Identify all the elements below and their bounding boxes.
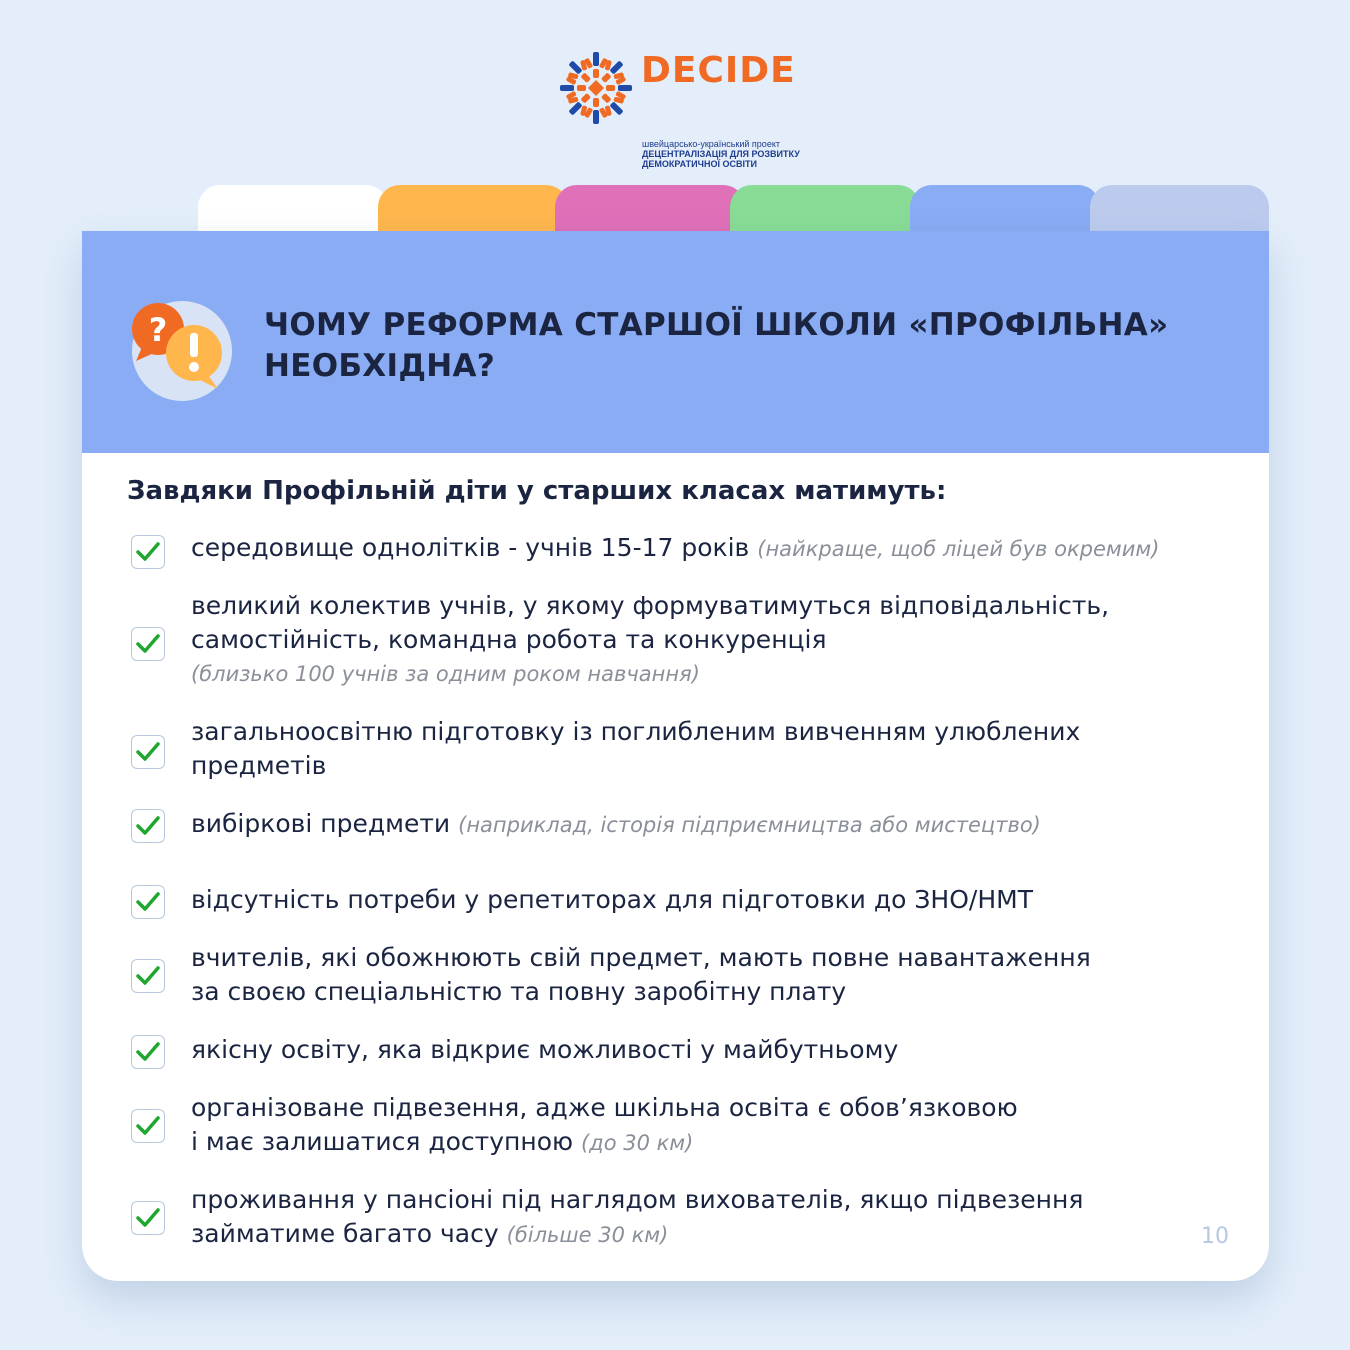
- item-text: вибіркові предмети: [191, 809, 451, 838]
- item-text: великий колектив учнів, у якому формуватимуться відповідальність,: [191, 591, 1110, 620]
- logo-brand: DECIDE: [641, 50, 796, 91]
- item-note: (близько 100 учнів за одним роком навчання): [191, 662, 700, 686]
- item-text: займатиме багато часу: [191, 1219, 499, 1248]
- item-note: (найкраще, щоб ліцей був окремим): [757, 537, 1160, 561]
- checkmark-icon: [131, 535, 165, 569]
- title-line-2: НЕОБХІДНА?: [264, 348, 496, 384]
- snowflake-logo-icon: [556, 48, 636, 128]
- list-subtitle: Завдяки Профільній діти у старших класах матимуть:: [127, 476, 947, 506]
- item-note: (більше 30 км): [506, 1223, 669, 1247]
- decide-logo: [556, 48, 806, 169]
- content-card: [82, 231, 1269, 1281]
- checkmark-icon: [131, 1201, 165, 1235]
- item-text: організоване підвезення, адже шкільна освіта є обов’язковою: [191, 1093, 1018, 1122]
- checkmark-icon: [131, 1109, 165, 1143]
- checkmark-icon: [131, 1035, 165, 1069]
- svg-text:?: ?: [148, 311, 168, 349]
- item-text: якісну освіту, яка відкриє можливості у майбутньому: [191, 1035, 899, 1064]
- item-text: загальноосвітню підготовку із поглибленим вивченням улюблених: [191, 717, 1081, 746]
- checkmark-icon: [131, 809, 165, 843]
- logo-tagline: швейцарсько-український проект: [642, 139, 780, 149]
- logo-line2: ДЕМОКРАТИЧНОЇ ОСВІТИ: [642, 159, 757, 169]
- logo-text: [642, 139, 800, 169]
- item-text: проживання у пансіоні під наглядом вихователів, якщо підвезення: [191, 1185, 1084, 1214]
- item-text: самостійність, командна робота та конкуренція: [191, 625, 827, 654]
- checkmark-icon: [131, 627, 165, 661]
- item-text: середовище однолітків - учнів 15-17 років: [191, 533, 750, 562]
- item-text: предметів: [191, 751, 327, 780]
- item-text: відсутність потреби у репетиторах для підготовки до ЗНО/НМТ: [191, 885, 1033, 914]
- item-text: за своєю спеціальністю та повну заробітну плату: [191, 977, 847, 1006]
- item-text: вчителів, які обожнюють свій предмет, мають повне навантаження: [191, 943, 1091, 972]
- benefits-list: [82, 231, 1269, 1281]
- item-note: (до 30 км): [580, 1131, 694, 1155]
- checkmark-icon: [131, 885, 165, 919]
- logo-line1: ДЕЦЕНТРАЛІЗАЦІЯ ДЛЯ РОЗВИТКУ: [642, 149, 800, 159]
- checkmark-icon: [131, 959, 165, 993]
- checkmark-icon: [131, 735, 165, 769]
- page-number: 10: [1201, 1224, 1229, 1249]
- item-text: і має залишатися доступною: [191, 1127, 574, 1156]
- title-line-1: ЧОМУ РЕФОРМА СТАРШОЇ ШКОЛИ «ПРОФІЛЬНА»: [264, 307, 1169, 343]
- item-note: (наприклад, історія підприємництва або мистецтво): [458, 813, 1041, 837]
